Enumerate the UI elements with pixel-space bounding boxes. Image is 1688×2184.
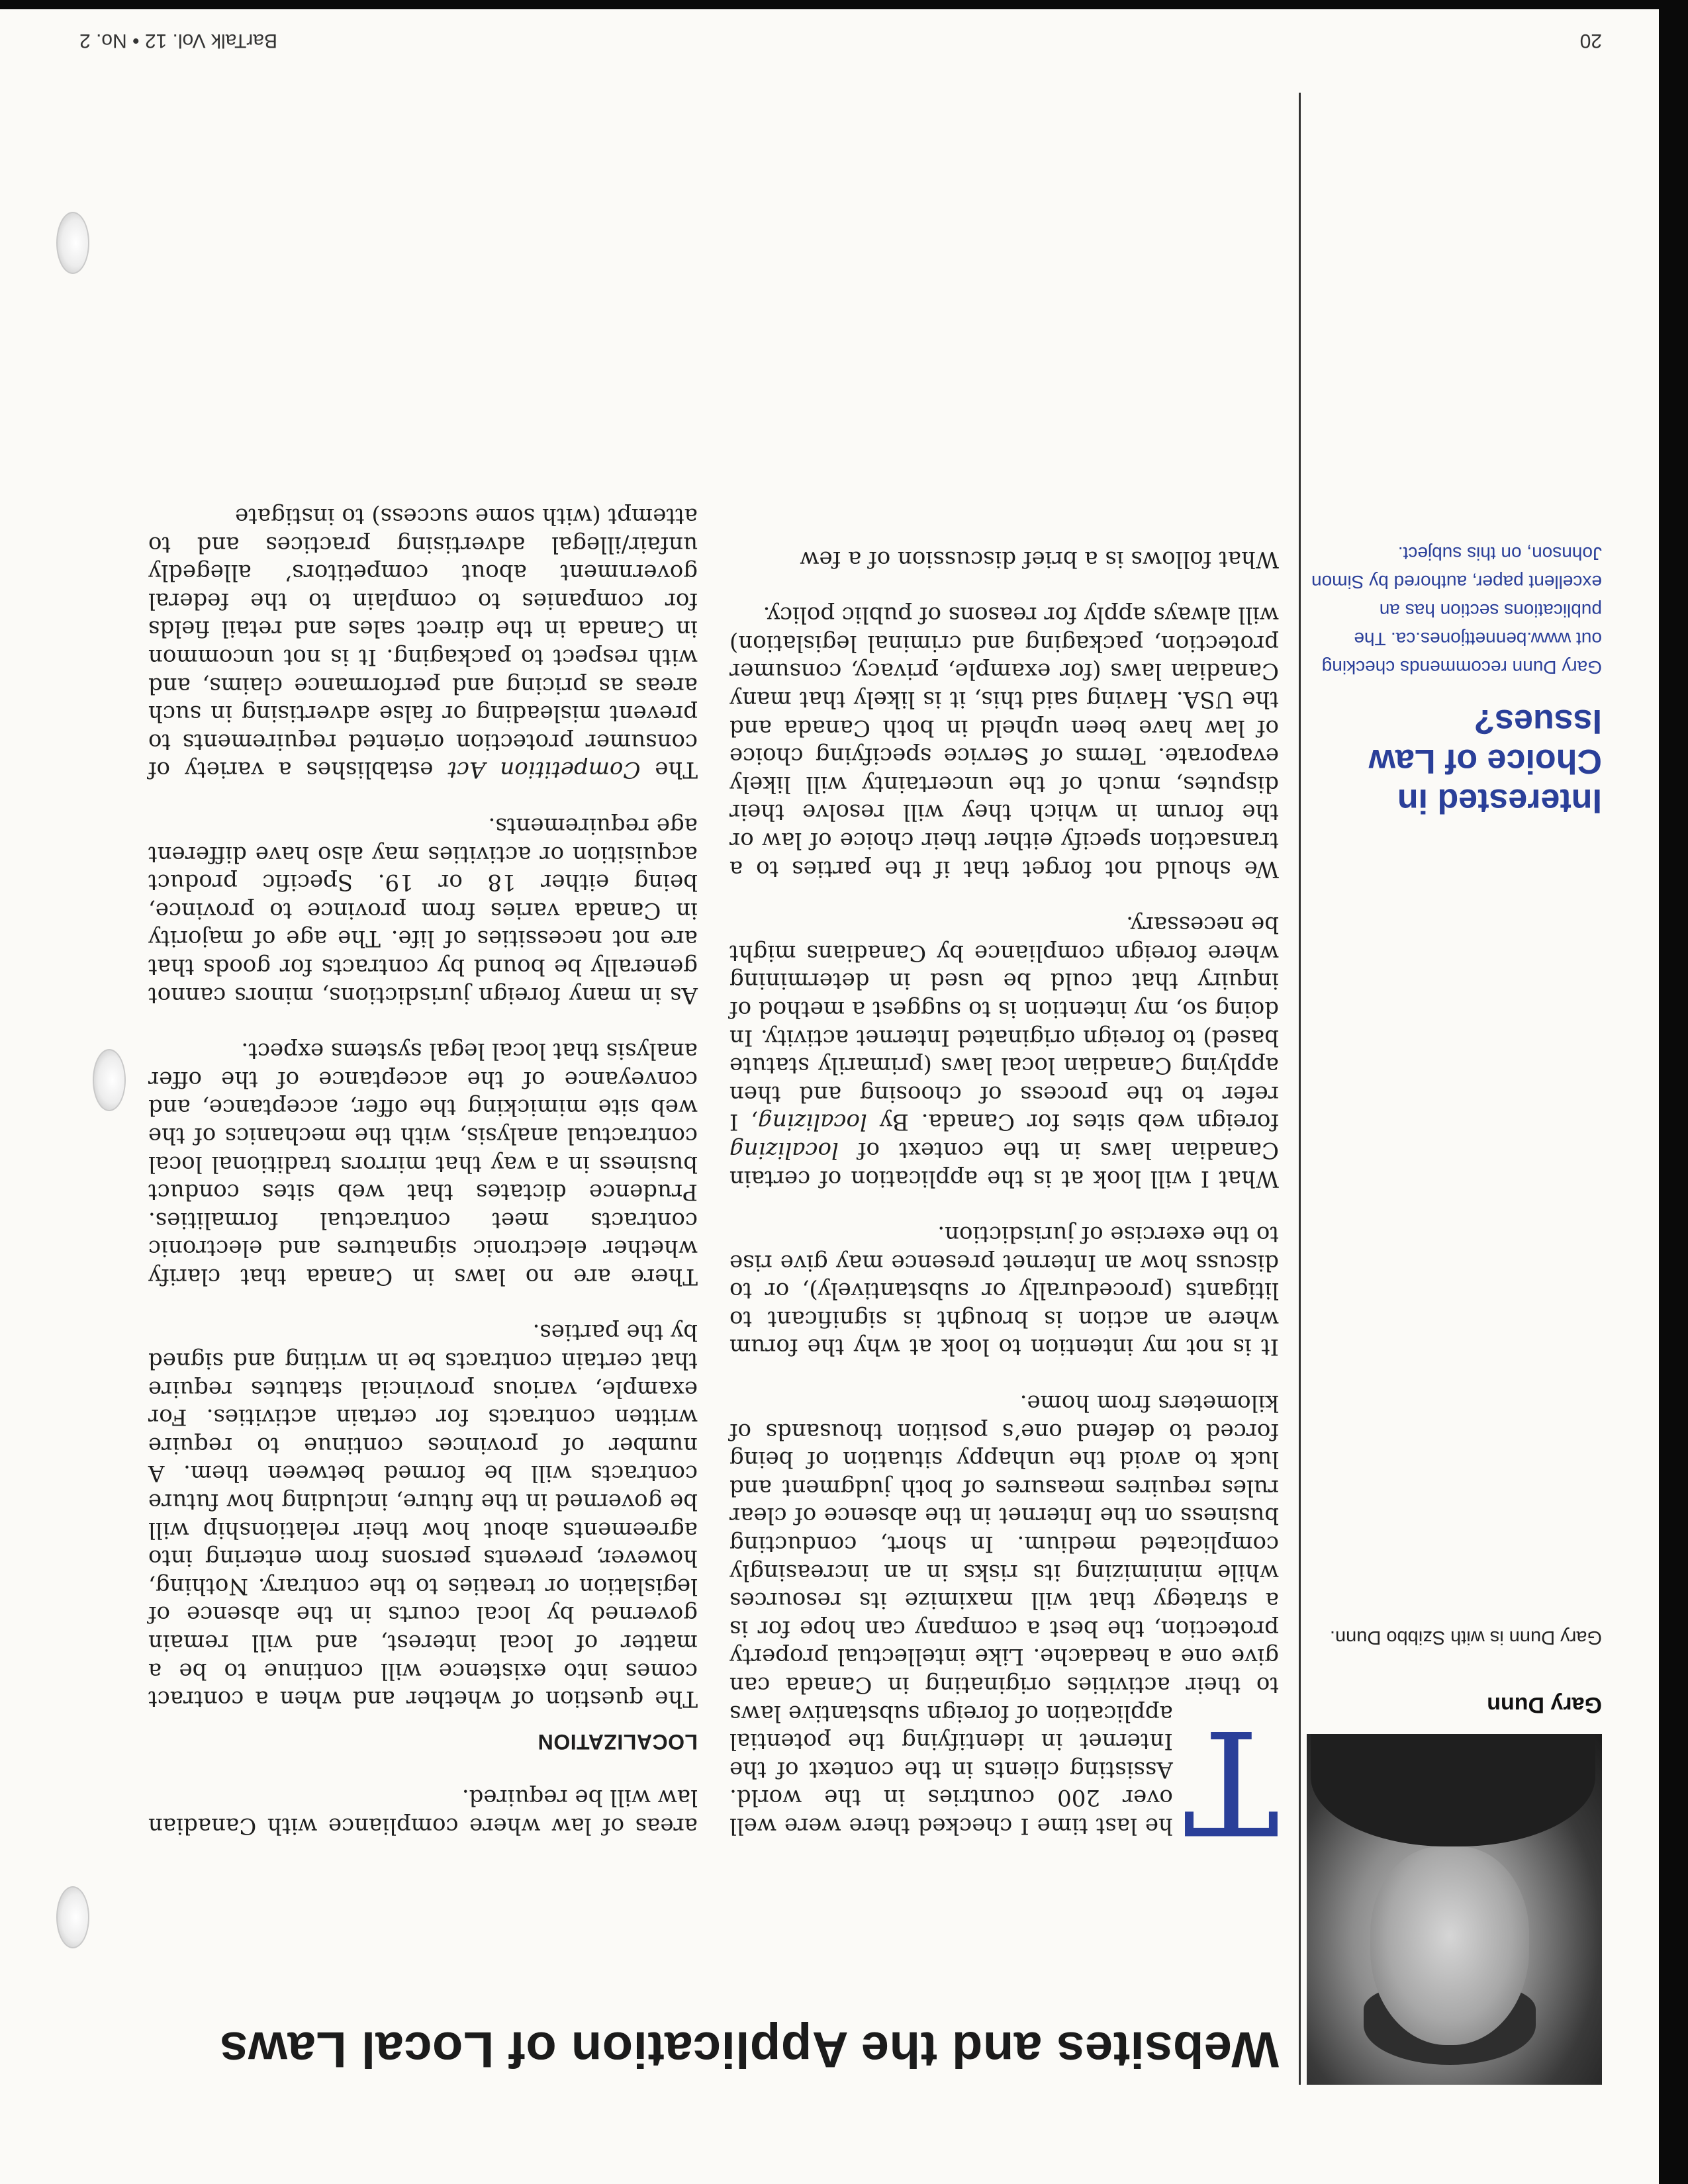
punch-hole-icon xyxy=(56,212,89,274)
paragraph-3-part-c: , I refer to the process of choosing and then applying Canadian local laws (primarily statute based) to foreign originated Internet activity. In doing so, my intention is to suggest a method of inquiry that could be used in determining where foreign compliance by Canadians might be necessary. xyxy=(729,911,1279,1136)
paragraph-10-part-b: establishes a variety of consumer protection oriented requirements to prevent misleading or false advertising in such areas as pricing and performance claims, and with respect to packaging. It is not uncommon in Canada in the direct sales and retail fields for companies to complain to the federal government about competitors’ allegedly unfair/illegal advertising practices and to attempt (with some success) to instigate xyxy=(148,503,698,784)
paragraph-5: What follows is a brief discussion of a few xyxy=(800,545,1279,572)
paragraph-1 xyxy=(729,1389,1279,1864)
paragraph-4: We should not forget that if the parties to a transaction specify either their choice of law or the forum in which they will resolve their disputes, much of the uncertainty will likely evaporate. Terms of Service specifying choice of law have been upheld in both Canada and the USA. Having said this, it is likely that many Canadian laws (for example, privacy, consumer protection, packaging and criminal legislation) will always apply for reasons of public policy. xyxy=(729,602,1279,882)
article-column-1 xyxy=(729,517,1279,1864)
column-divider xyxy=(1299,93,1301,2085)
author-photo-shoulders xyxy=(1311,1734,1595,1846)
paragraph-9: As in many foreign jurisdictions, minors cannot generally be bound by contracts for goods that are not necessities of life. The age of majority in Canada varies from province to province, being either 18 or 19. Specific product acquisition or activities may also have different age requirements. xyxy=(148,813,698,1009)
author-name: Gary Dunn xyxy=(1487,1692,1602,1717)
paragraph-10-part-a: The xyxy=(640,756,698,784)
article-column-2 xyxy=(148,474,698,1840)
paragraph-3 xyxy=(729,911,1279,1193)
author-bio: Gary Dunn is with Szibbo Dunn. xyxy=(1329,1627,1602,1648)
punch-hole-icon xyxy=(93,1049,126,1111)
paragraph-3-emphasis-1: localizing xyxy=(729,1136,839,1163)
drop-cap: T xyxy=(1183,1698,1279,1864)
scan-edge-top xyxy=(0,0,1688,9)
sidebar-text: Gary Dunn recommends checking out www.bennettjones.ca. The publications section has an excellent paper, authored by Simon Johnson, on this subject. xyxy=(1311,543,1602,678)
sidebar-heading: Interested in Choice of Law Issues? xyxy=(1368,702,1602,820)
paragraph-7: The question of whether and when a contract comes into existence will continue to be a matter of local interest, and will remain governed by local courts in the absence of legislation or treaties to the contrary. Nothing, however, prevents persons from entering into agreements about how their relationship will be governed in the future, including how future contracts will be formed between them. A number of provinces continue to require written contracts for certain activities. For example, various provincial statutes require that certain contracts be in writing and signed by the parties. xyxy=(148,1319,698,1713)
running-head: BarTalk Vol. 12 • No. 2 xyxy=(79,30,277,52)
punch-hole-icon xyxy=(56,1886,89,1948)
competition-act-emphasis: Competition Act xyxy=(447,756,641,784)
paragraph-3-part-a: What I will look at is the application of certain Canadian laws in the context of xyxy=(729,1136,1279,1192)
author-photo xyxy=(1307,1734,1602,2085)
paragraph-6: areas of law where compliance with Canadian law will be required. xyxy=(148,1784,698,1839)
paragraph-3-emphasis-2: localizing xyxy=(758,1109,867,1136)
article-title: Websites and the Application of Local Laws xyxy=(219,2021,1279,2077)
author-photo-face xyxy=(1370,1846,1529,2045)
scan-edge-right xyxy=(1659,0,1688,2184)
paragraph-1-text: he last time I checked there were well over 200 countries in the world. Assisting clients in the context of the Internet in identifying the potential application of foreign substantive laws to their activities originating in Canada can give one a headache. Like intellectual property protection, the best a company can hope for is a strategy that will maximize its resources while minimizing its risks in an increasingly complicated medium. In short, conducting business on the Internet in the absence of clear rules requires measures of both judgment and luck to avoid the unhappy situation of being forced to defend one’s position thousands of kilometers from home. xyxy=(729,1390,1279,1839)
page-number: 20 xyxy=(1579,30,1602,52)
paragraph-3-part-b: foreign web sites for Canada. By xyxy=(867,1109,1279,1136)
paragraph-8: There are no laws in Canada that clarify whether electronic signatures and electronic contracts meet contractual formalities. Prudence dictates that web sites conduct business in a way that mirrors traditional local contractual analysis, with the mechanics of the web site mimicking the offer, acceptance, and conveyance of the acceptance of the offer analysis that local legal systems expect. xyxy=(148,1038,698,1290)
paragraph-10 xyxy=(148,502,698,784)
section-heading-localization: LOCALIZATION xyxy=(538,1729,698,1754)
paragraph-2: It is not my intention to look at why the forum where an action is brought is significant to litigants (procedurally or substantively), or to discuss how an Internet presence may give rise to the exercise of jurisdiction. xyxy=(729,1221,1279,1361)
